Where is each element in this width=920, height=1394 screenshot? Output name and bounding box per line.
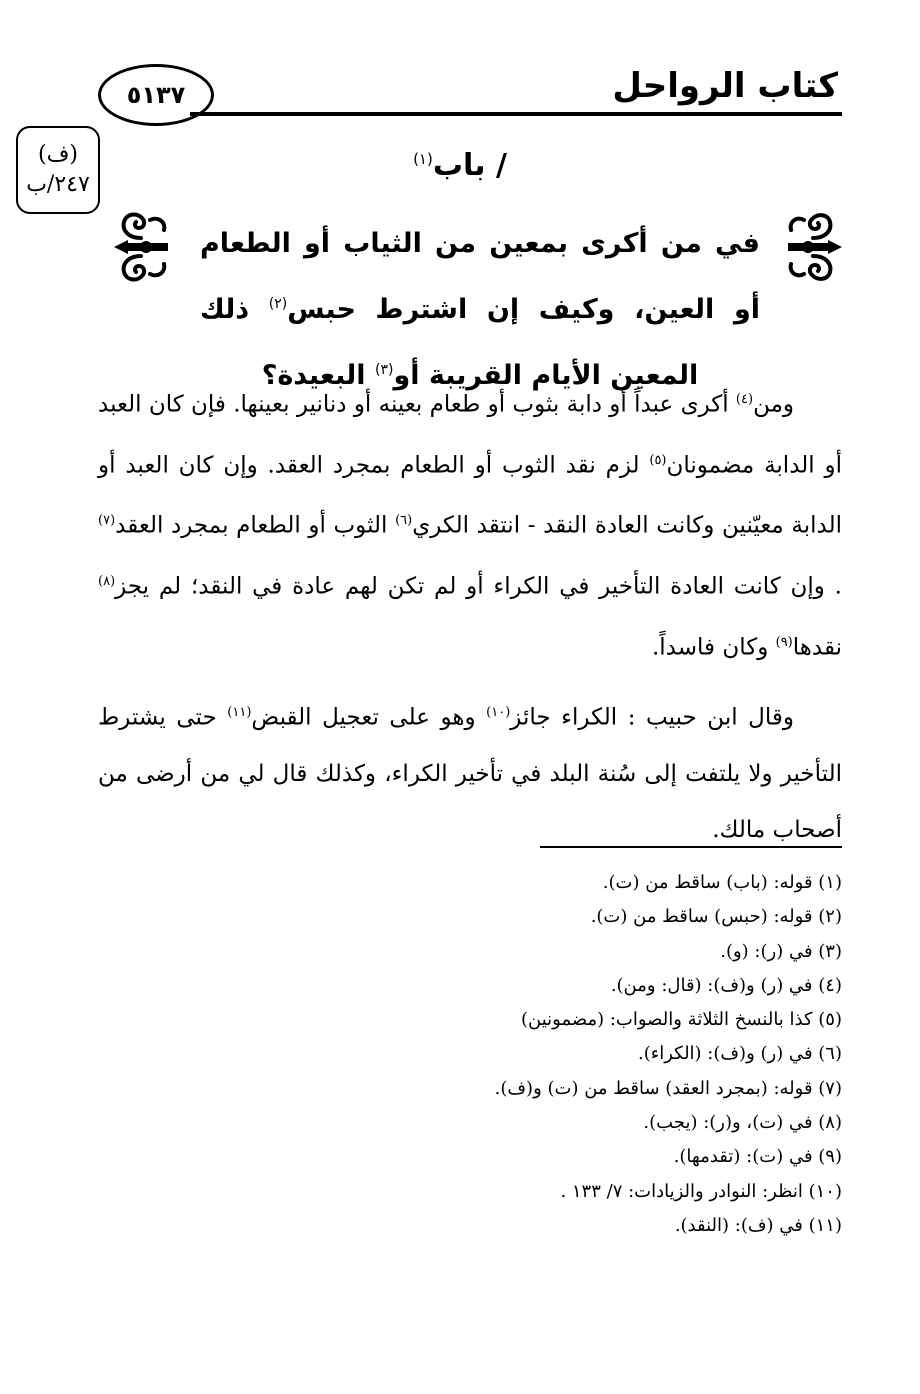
footnote: (١) قوله: (باب) ساقط من (ت). (602, 872, 842, 893)
footnote-separator (540, 846, 842, 848)
right-ornament-icon (786, 210, 844, 284)
footnote: (٩) في (ت): (تقدمها). (673, 1146, 842, 1168)
footnote-ref: (٩) (775, 634, 793, 650)
text-run: حتى يشترط التأخير ولا يلتفت إلى سُنة البلد في تأخير الكراء، وكذلك قال لي من أرضى من أصحاب مالك. (98, 704, 842, 843)
page-number: ٥١٣٧ (98, 64, 214, 126)
text-run: أكرى عبداً أو دابة بثوب أو طعام بعينه أو دنانير بعينها. فإن كان العبد أو الدابة مضمونان (98, 391, 842, 479)
chapter-title (0, 148, 920, 183)
footnotes (142, 866, 842, 1243)
footnote-ref: (٦) (395, 513, 413, 529)
paragraph (98, 372, 842, 675)
footnote-ref: (١) (413, 150, 433, 168)
heading-text-2: ذلك المعين الأيام القريبة أو (200, 294, 699, 391)
text-run: وقال ابن حبيب : الكراء جائز (510, 704, 794, 731)
text-run: الثوب أو الطعام بمجرد العقد (115, 512, 396, 539)
footnote-ref: (٣) (374, 362, 394, 378)
heading-text-1: في من أكرى بمعين من الثياب أو الطعام أو العين، وكيف إن اشترط حبس (200, 228, 760, 325)
footnote: (٣) في (ر): (و). (720, 940, 842, 962)
text-run: وهو على تعجيل القبض (251, 704, 487, 731)
heading-text-3: البعيدة؟ (261, 360, 375, 391)
manuscript-siglum: (ف) (38, 142, 78, 167)
paragraph (98, 685, 842, 858)
footnote: (٨) في (ت)، و(ر): (يجب). (643, 1112, 842, 1134)
footnote: (١١) في (ف): (النقد). (674, 1214, 842, 1236)
footnote-ref: (١١) (227, 705, 252, 721)
footnote-ref: (٧) (98, 513, 116, 529)
left-ornament-icon (110, 208, 172, 286)
footnote: (٥) كذا بالنسخ الثلاثة والصواب: (مضمونين) (521, 1009, 842, 1031)
text-run: نقدها (792, 634, 842, 661)
footnote: (١٠) انظر: النوادر والزيادات: ٧/ ١٣٣ . (560, 1180, 842, 1202)
chapter-title-text: / باب (432, 148, 507, 183)
body-text (98, 372, 842, 868)
manuscript-folio: ٢٤٧/ب (26, 172, 90, 197)
header-rule (190, 112, 842, 116)
book-title: كتاب الرواحل (612, 66, 838, 106)
footnote-ref: (٢) (268, 296, 288, 312)
footnote-ref: (١٠) (486, 705, 511, 721)
footnote: (٤) في (ر) و(ف): (قال: ومن). (610, 974, 842, 996)
footnote-ref: (٥) (649, 452, 667, 468)
footnote-ref: (٨) (98, 573, 116, 589)
text-run: وكان فاسداً. (651, 634, 776, 661)
text-run: ومن (753, 391, 794, 418)
footnote: (٧) قوله: (بمجرد العقد) ساقط من (ت) و(ف). (494, 1077, 842, 1099)
text-run: لزم نقد الثوب أو الطعام بمجرد العقد. وإن كان العبد أو الدابة معيّنين وكانت العادة النقد - انتقد الكري (98, 452, 842, 539)
text-run: . وإن كانت العادة التأخير في الكراء أو لم تكن لهم عادة في النقد؛ لم يجز (115, 573, 842, 600)
footnote-ref: (٤) (735, 392, 754, 407)
footnote: (٢) قوله: (حبس) ساقط من (ت). (590, 906, 842, 928)
footnote: (٦) في (ر) و(ف): (الكراء). (637, 1043, 842, 1065)
